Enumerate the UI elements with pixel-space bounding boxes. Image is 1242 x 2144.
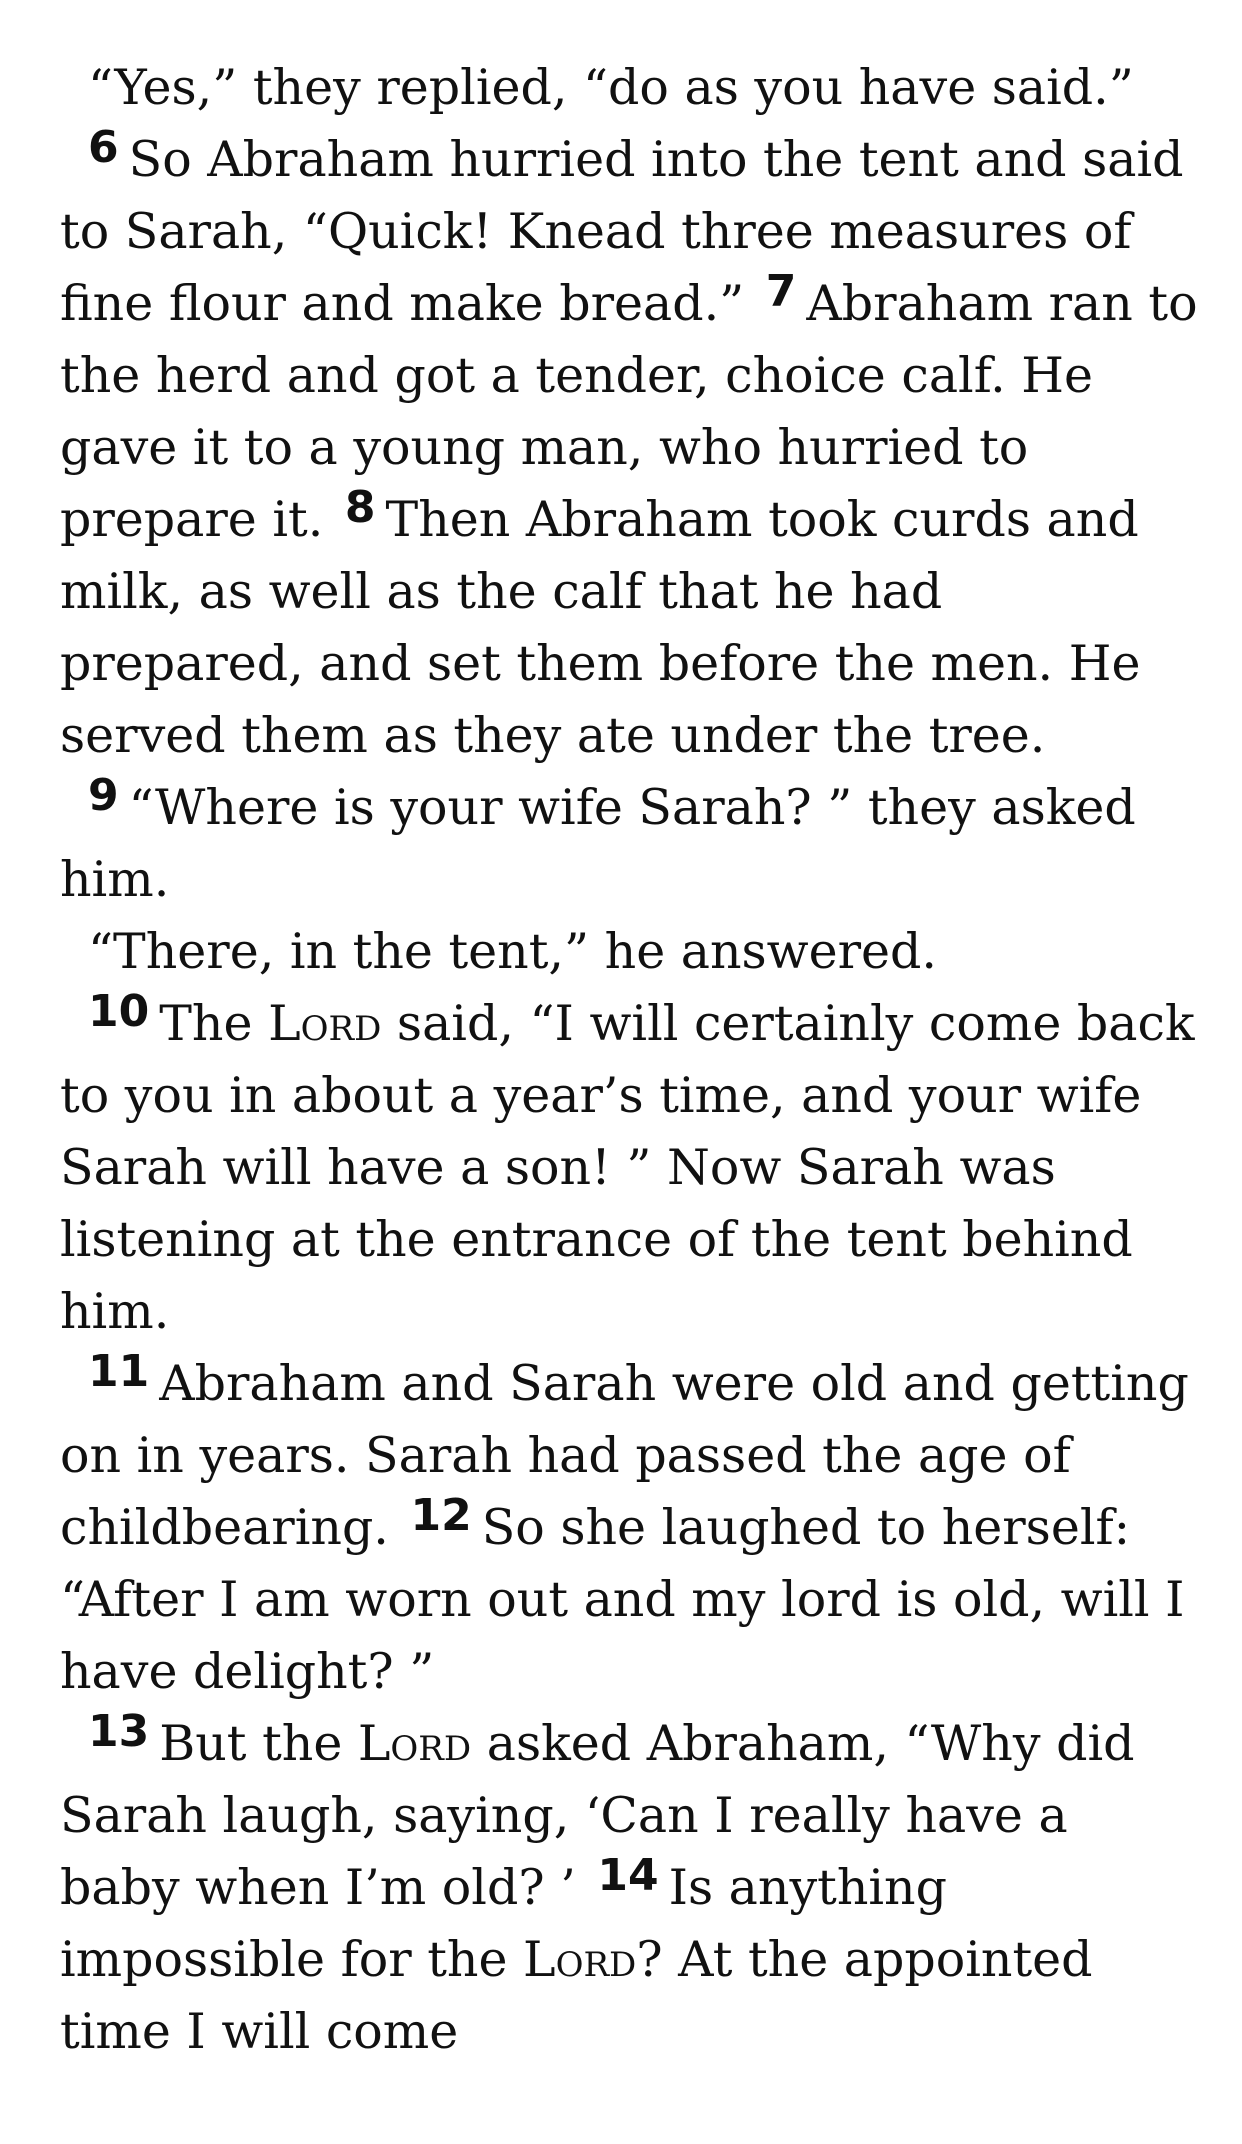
text-run: But the: [159, 1715, 358, 1772]
text-run: Then Abraham took curds and milk, as well as the calf that he had prepared, and set them before the men. He served them as they ate under the tree.: [60, 491, 1141, 764]
paragraph: [60, 988, 1200, 1348]
verse-number[interactable]: 11: [88, 1346, 150, 1397]
text-run: said, “I will certainly come back to you in about a year’s time, and your wife Sarah will have a son! ” Now Sarah was listening at the entrance of the tent behind him.: [60, 995, 1195, 1340]
verse-number[interactable]: 13: [88, 1706, 150, 1757]
paragraph: [60, 916, 1200, 988]
text-run: “Where is your wife Sarah? ” they asked him.: [60, 779, 1136, 908]
paragraph: [60, 52, 1200, 124]
verse-number[interactable]: 8: [344, 482, 376, 533]
verse-number[interactable]: 10: [88, 986, 150, 1037]
verse-number[interactable]: 7: [765, 266, 797, 317]
paragraph: [60, 124, 1200, 772]
text-run: asked Abraham, “Why did Sarah laugh, saying, ‘Can I really have a baby when I’m old? ’: [60, 1715, 1135, 1916]
verse-number[interactable]: 9: [88, 770, 119, 821]
text-run: “Yes,” they replied, “do as you have said.”: [88, 59, 1134, 116]
text-run: So Abraham hurried into the tent and said to Sarah, “Quick! Knead three measures of fine flour and make bread.”: [60, 131, 1184, 332]
text-run: “There, in the tent,” he answered.: [88, 923, 937, 980]
text-run: Is anything impossible for the: [60, 1859, 947, 1988]
divine-name: Lord: [523, 1931, 637, 1988]
text-run: So she laughed to herself: “After I am worn out and my lord is old, will I have delight? ”: [60, 1499, 1185, 1700]
scripture-reader: [60, 52, 1200, 2068]
text-run: Abraham and Sarah were old and getting on in years. Sarah had passed the age of childbearing.: [60, 1355, 1189, 1556]
paragraph: [60, 1708, 1200, 2068]
text-run: The: [159, 995, 269, 1052]
paragraph: [60, 1348, 1200, 1708]
paragraph: [60, 772, 1200, 916]
verse-number[interactable]: 6: [88, 122, 119, 173]
text-run: ? At the appointed time I will come: [60, 1931, 1093, 2060]
verse-number[interactable]: 12: [410, 1490, 472, 1541]
verse-number[interactable]: 14: [597, 1850, 659, 1901]
divine-name: Lord: [357, 1715, 472, 1772]
text-run: Abraham ran to the herd and got a tender, choice calf. He gave it to a young man, who hurried to prepare it.: [60, 275, 1198, 548]
divine-name: Lord: [268, 995, 382, 1052]
